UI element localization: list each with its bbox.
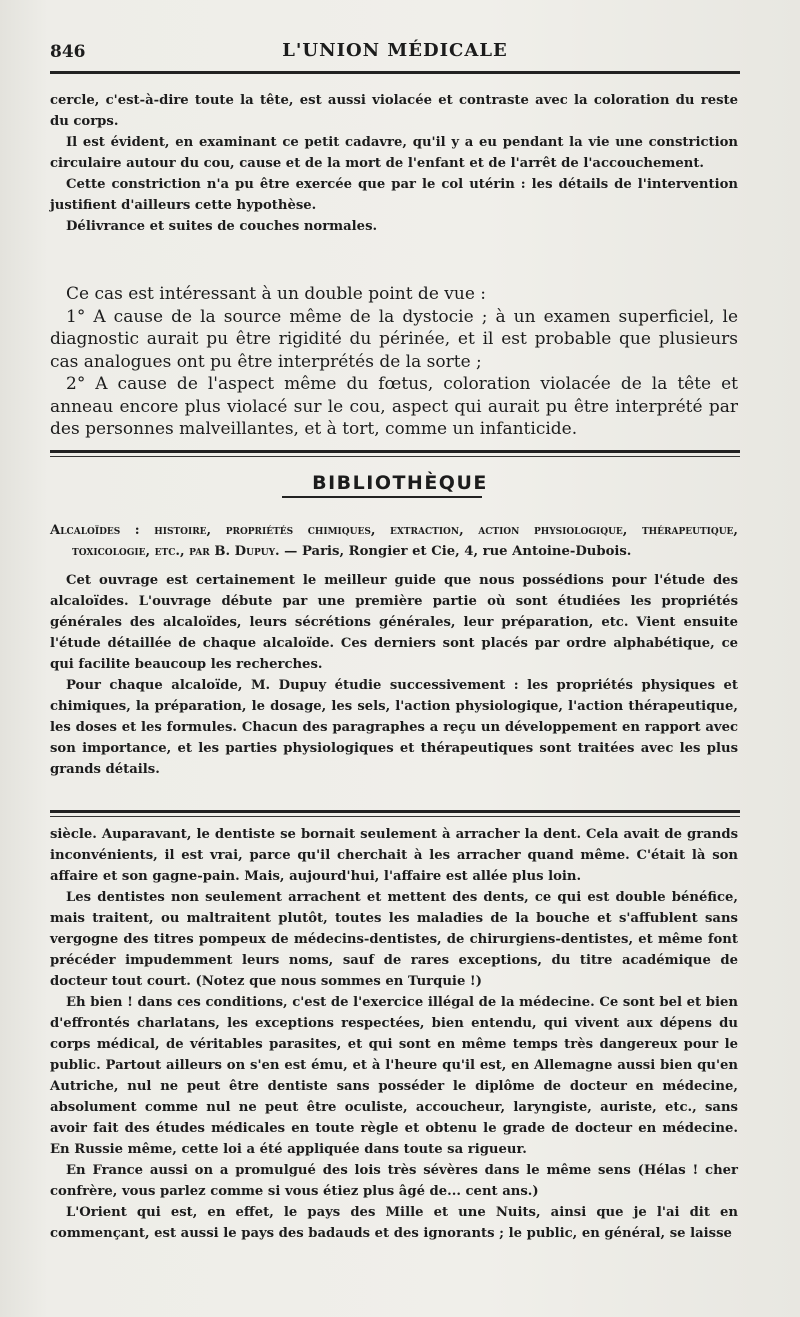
feuilleton-text — [50, 824, 738, 1244]
case-conclusion — [50, 283, 738, 441]
feuilleton-paragraph: siècle. Auparavant, le dentiste se bornait seulement à arracher la dent. Cela avait de grands inconvénients, il est vrai, parce qu'il cherchait à les arracher quand même. C'était là son affaire et son gagne-pain. Mais, aujourd'hui, l'affaire est allée plus loin. — [50, 827, 738, 884]
feuilleton-paragraph: Eh bien ! dans ces conditions, c'est de l'exercice illégal de la médecine. Ce sont bel et bien d'effrontés charlatans, les exceptions respectées, bien entendu, qui vivent aux dépens du corps médical, de véritables parasites, et qui sont en même temps très dangereux pour le public. Partout ailleurs on s'en est ému, et à l'heure qu'il est, en Allemagne aussi bien qu'en Autriche, nul ne peut être dentiste sans posséder le diplôme de docteur en médecine, absolument comme nul ne peut être oculiste, accoucheur, laryngiste, auriste, etc., sans avoir fait des études médicales en toute règle et obtenu le grade de docteur en médecine. En Russie même, cette loi a été appliquée dans toute sa rigueur. — [50, 995, 738, 1157]
section-title-underline — [282, 496, 482, 498]
paragraph: cercle, c'est-à-dire toute la tête, est aussi violacée et contraste avec la coloration du reste du corps. — [50, 93, 738, 129]
conclusion-point-1: 1° A cause de la source même de la dystocie ; à un examen superficiel, le diagnostic aurait pu être rigidité du périnée, et il est probable que plusieurs cas analogues ont pu être interprétés de la sorte ; — [50, 306, 738, 372]
book-subtitle: : histoire, propriétés chimiques, extraction, action physiologique, thérapeutique, toxicologie, etc., par — [72, 523, 738, 559]
feuilleton-paragraph: En France aussi on a promulgué des lois très sévères dans le même sens (Hélas ! cher confrère, vous parlez comme si vous étiez plus âgé de... cent ans.) — [50, 1163, 738, 1199]
feuilleton-rule — [50, 810, 740, 813]
review-paragraph: Pour chaque alcaloïde, M. Dupuy étudie successivement : les propriétés physiques et chimiques, la préparation, le dosage, les sels, l'action physiologique, l'action thérapeutique, les doses et les formules. Chacun des paragraphes a reçu un développement en rapport avec son importance, et les parties physiologiques et thérapeutiques sont traitées avec les plus grands détails. — [50, 678, 738, 777]
section-title: BIBLIOTHÈQUE — [312, 472, 488, 494]
section-double-rule — [50, 450, 740, 453]
section-double-rule-thin — [50, 456, 740, 457]
paragraph: Cette constriction n'a pu être exercée que par le col utérin : les détails de l'intervention justifient d'ailleurs cette hypothèse. — [50, 177, 738, 213]
conclusion-intro: Ce cas est intéressant à un double point de vue : — [66, 284, 487, 304]
running-title: L'UNION MÉDICALE — [282, 40, 508, 61]
feuilleton-paragraph: L'Orient qui est, en effet, le pays des Mille et une Nuits, ainsi que je l'ai dit en commençant, est aussi le pays des badauds et des ignorants ; le public, en général, se laisse — [50, 1205, 738, 1241]
page-number: 846 — [50, 42, 86, 62]
page-header — [50, 38, 740, 68]
book-citation — [50, 520, 738, 562]
paragraph: Il est évident, en examinant ce petit cadavre, qu'il y a eu pendant la vie une constriction circulaire autour du cou, cause et de la mort de l'enfant et de l'arrêt de l'accouchement. — [50, 135, 738, 171]
book-review — [50, 520, 738, 780]
book-author: B. Dupuy — [214, 544, 275, 559]
book-title: Alcaloïdes — [50, 523, 121, 538]
conclusion-point-2: 2° A cause de l'aspect même du fœtus, coloration violacée de la tête et anneau encore plus violacé sur le cou, aspect qui aurait pu être interprété par des personnes malveillantes, et à tort, comme un infanticide. — [50, 374, 738, 439]
feuilleton-paragraph: Les dentistes non seulement arrachent et mettent des dents, ce qui est double bénéfice, mais traitent, ou maltraitent plutôt, toutes les maladies de la bouche et s'affublent sans vergogne des titres pompeux de médecins-dentistes, de chirurgiens-dentistes, et même font précéder impudemment leurs noms, sauf de rares exceptions, du titre académique de docteur tout court. (Notez que nous sommes en Turquie !) — [50, 890, 738, 989]
header-rule — [50, 71, 740, 74]
feuilleton-rule-thin — [50, 816, 740, 817]
paragraph: Délivrance et suites de couches normales. — [66, 219, 378, 234]
book-publisher: . — Paris, Rongier et Cie, 4, rue Antoine-Dubois. — [275, 544, 632, 559]
review-paragraph: Cet ouvrage est certainement le meilleur guide que nous possédions pour l'étude des alcaloïdes. L'ouvrage débute par une première partie où sont étudiées les propriétés générales des alcaloïdes, leurs sécrétions générales, leur préparation, etc. Vient ensuite l'étude détaillée de chaque alcaloïde. Ces derniers sont placés par ordre alphabétique, ce qui facilite beaucoup les recherches. — [50, 573, 738, 672]
case-report-text — [50, 90, 738, 237]
